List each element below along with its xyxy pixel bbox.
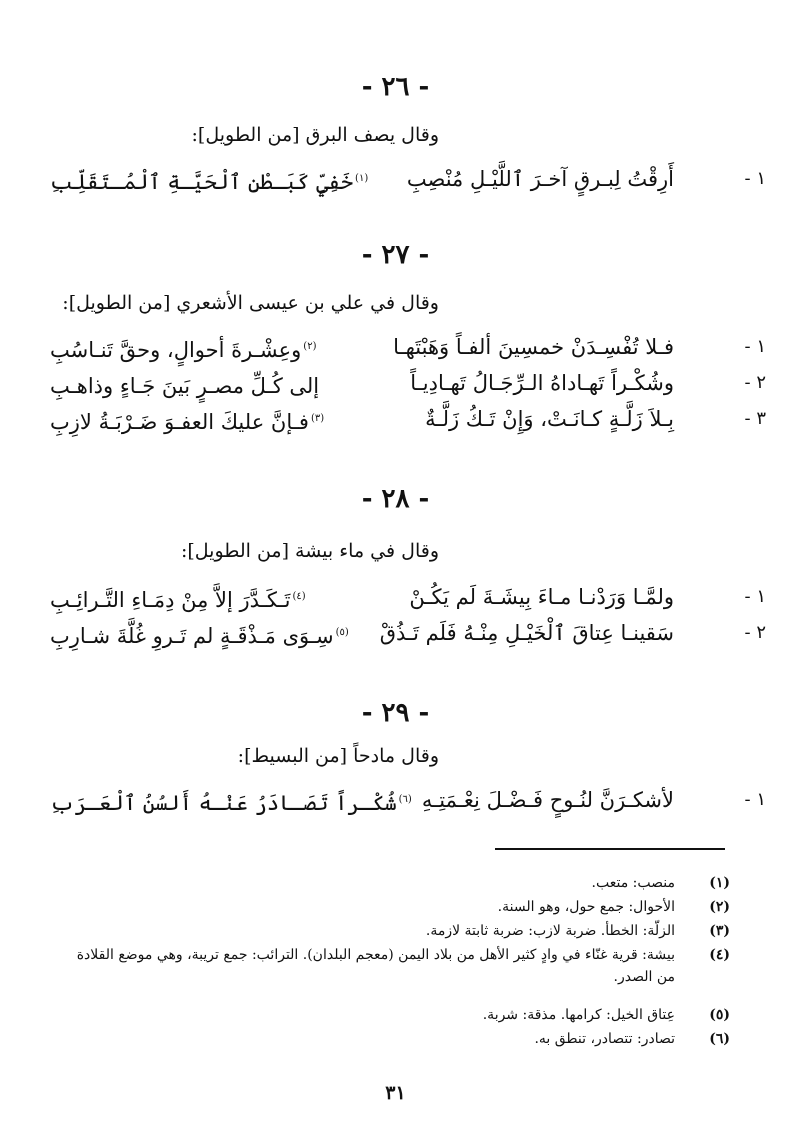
hemistich-text: إلى كُـلِّ مصـرٍ بَينَ جَـاءٍ وذاهـبِ: [50, 374, 320, 398]
verse-second-hemistich: [50, 163, 368, 198]
hemistich-text: تَـكَـدَّرَ إلاَّ مِنْ دِمَـاءِ التَّـرائِـبِ: [50, 588, 291, 612]
footnote-number: (١): [709, 875, 730, 891]
poem-intro: وقال مادحاً [من البسيط]:: [237, 745, 439, 767]
verse-line: [50, 581, 766, 613]
verse-first-hemistich: أَرِقْتُ لِبـرقٍ آخـرَ ٱللَّيْـلِ مُنْصِبِ: [406, 167, 674, 191]
footnote-number: (٦): [709, 1031, 730, 1047]
hemistich-text: خَفِيٍّ كَبَـطْنِ ٱلْحَيَّـةِ ٱلْمُـتَقَلِّبِ: [50, 170, 354, 194]
verse-first-hemistich: وشُكْـراً تَهـاداهُ الـرِّجَـالُ تَهـادِيـاً: [410, 371, 674, 395]
footnote-number: (٤): [709, 947, 730, 963]
footnote-text: تصادر: تتصادر، تنطق به.: [534, 1031, 675, 1047]
verse-number: ٢ -: [744, 622, 766, 643]
footnote-marker: (١): [355, 173, 369, 184]
verse-second-hemistich: [50, 367, 321, 402]
footnote-text: بيشة: قرية غنّاء في وادٍ كثير الأهل من بلاد اليمن (معجم البلدان). الترائب: جمع تريبة، وهي موضع القلادة من الصدر.: [76, 947, 675, 985]
footnote-marker: (٥): [335, 627, 349, 638]
footnote-number: (٥): [709, 1007, 730, 1023]
verse-second-hemistich: [50, 331, 316, 366]
verse-first-hemistich: سَقينـا عِتاقَ ٱلْخَيْـلِ مِنْـهُ فَلَم تَـذُقْ: [379, 621, 674, 645]
poem-intro: وقال يصف البرق [من الطويل]:: [191, 124, 439, 146]
poem-intro: وقال في ماء بيشة [من الطويل]:: [180, 540, 439, 562]
verse-number: ١ -: [744, 789, 766, 810]
verse-line: [50, 163, 766, 195]
verse-number: ١ -: [744, 586, 766, 607]
hemistich-text: سِـوَى مَـذْقَـةٍ لم تَـروِ غُلَّةَ شـارِبِ: [50, 624, 334, 648]
section-number: - ٢٦ -: [361, 72, 430, 102]
footnote-text: منصب: متعب.: [591, 875, 675, 891]
verse-second-hemistich: [50, 403, 324, 438]
verse-number: ٢ -: [744, 372, 766, 393]
verse-first-hemistich: لأشكـرَنَّ لنُـوحٍ فَـضْـلَ نِعْـمَتِـهِ: [421, 788, 674, 812]
footnote-marker: (٣): [310, 413, 325, 424]
verse-first-hemistich: بِـلاَ زَلَّـةٍ كـانَـتْ، وَإِنْ تَـكُ زَلَّـةٌ: [425, 407, 674, 431]
verse-line: [50, 331, 766, 363]
verse-line: [50, 403, 766, 435]
footnote-marker: (٤): [292, 591, 306, 602]
verse-first-hemistich: ولمَّـا وَرَدْنـا مـاءَ بِيشَـةَ لَم يَكُـنْ: [409, 585, 674, 609]
verse-number: ١ -: [744, 336, 766, 357]
footnote-marker: (٢): [303, 341, 317, 352]
verse-second-hemistich: [50, 617, 349, 652]
hemistich-text: وعِشْـرةَ أحوالٍ، وحقَّ تَنـاسُبِ: [50, 338, 302, 362]
verse-second-hemistich: [50, 784, 412, 819]
hemistich-text: فـإنَّ عليكَ العفـوَ ضَـرْبَـةُ لازِبِ: [50, 410, 309, 434]
section-number: - ٢٩ -: [361, 698, 430, 728]
footnote-text: الزلّة: الخطأ. ضربة لازب: ضربة ثابتة لازمة.: [425, 923, 675, 939]
footnote-marker: (٦): [398, 794, 412, 805]
poem-intro: وقال في علي بن عيسى الأشعري [من الطويل]:: [62, 292, 439, 314]
verse-line: [50, 784, 766, 816]
section-number: - ٢٨ -: [361, 484, 430, 514]
footnote-separator: [495, 848, 725, 850]
footnote-text: عِتاق الخيل: كرامها. مذقة: شربة.: [482, 1007, 675, 1023]
verse-number: ٣ -: [744, 408, 766, 429]
verse-second-hemistich: [50, 581, 306, 616]
verse-number: ١ -: [744, 168, 766, 189]
page-number: ٣١: [385, 1082, 406, 1104]
verse-line: [50, 617, 766, 649]
footnote-number: (٣): [709, 923, 730, 939]
verse-line: [50, 367, 766, 399]
footnote-text: الأحوال: جمع حول، وهو السنة.: [497, 899, 675, 915]
hemistich-text: شُكْـراً تَصَـادَرُ عَنْـهُ أَلسُنُ ٱلْعَـرَبِ: [50, 791, 397, 815]
section-number: - ٢٧ -: [361, 240, 430, 270]
verse-first-hemistich: فـلا تُفْسِـدَنْ خمسِينَ ألفـاً وَهَبْتَهـا: [393, 335, 674, 359]
footnote-number: (٢): [709, 899, 730, 915]
